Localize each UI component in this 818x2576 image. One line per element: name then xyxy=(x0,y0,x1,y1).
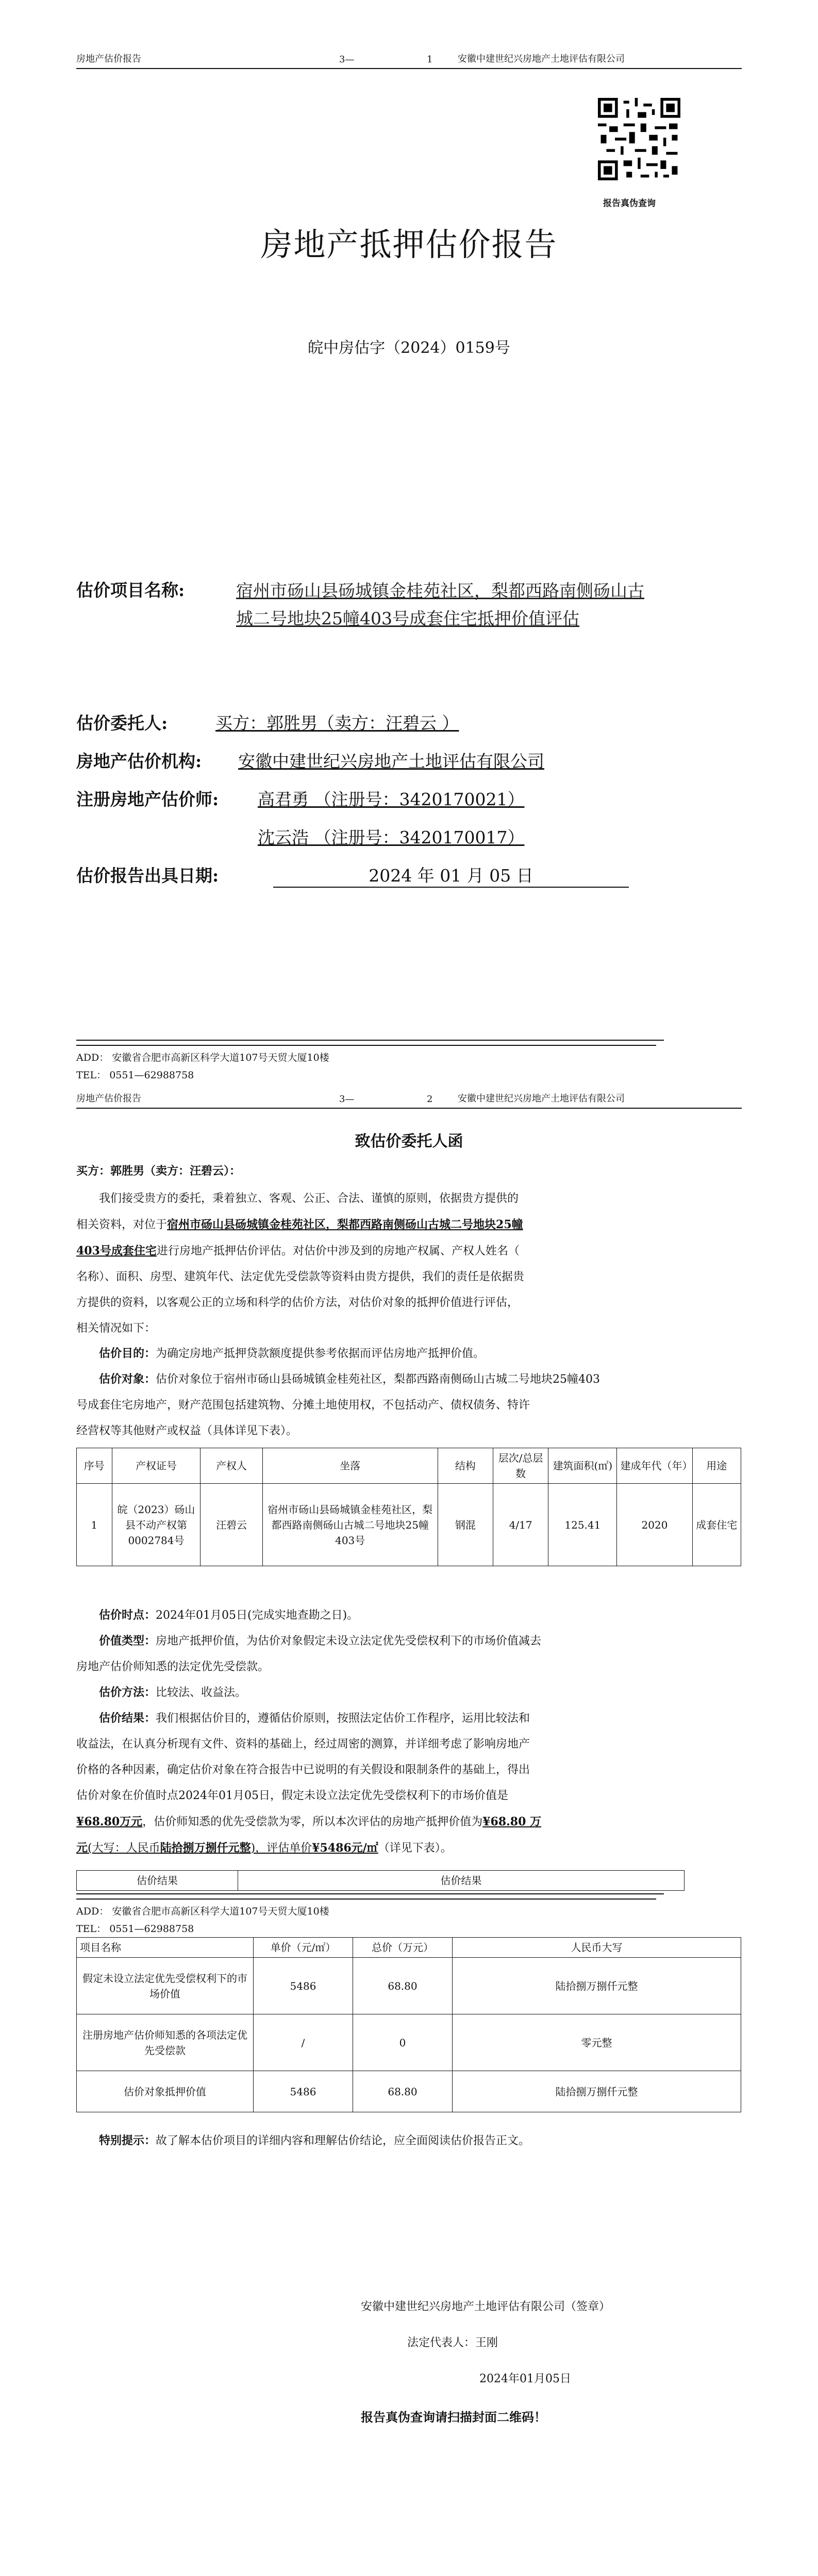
table-header: 建成年代（年） xyxy=(617,1448,692,1484)
result-table xyxy=(76,1937,741,2112)
sign-date: 2024年01月05日 xyxy=(479,2372,571,2385)
sign-company: 安徽中建世纪兴房地产土地评估有限公司（签章） xyxy=(361,2300,611,2313)
table-cell: 125.41 xyxy=(548,1484,617,1566)
table-cell: 钢混 xyxy=(438,1484,493,1566)
scan-notice: 报告真伪查询请扫描封面二维码！ xyxy=(361,2410,546,2425)
value-type-line-2: 房地产估价师知悉的法定优先受偿款。 xyxy=(76,1660,270,1673)
table-cell: 假定未设立法定优先受偿权利下的市场价值 xyxy=(77,1958,254,2014)
table-header: 序号 xyxy=(77,1448,112,1484)
result-line-6 xyxy=(76,1835,741,1861)
appraiser-2 xyxy=(258,824,524,849)
table-cell: 2020 xyxy=(617,1484,692,1566)
table-cell: 陆拾捌万捌仟元整 xyxy=(453,1958,741,2014)
table-header: 结构 xyxy=(438,1448,493,1484)
agency-value xyxy=(238,748,544,772)
report-title: 房地产抵押估价报告 xyxy=(260,226,558,263)
table-header: 产权人 xyxy=(201,1448,262,1484)
date-text: 2024年01月05日(完成实地查勘之日)。 xyxy=(156,1609,359,1622)
value-type-line-1 xyxy=(76,1628,741,1654)
result-line-3: 价格的各种因素，确定估价对象在符合报告中已说明的有关假设和限制条件的基础上，得出 xyxy=(76,1764,530,1776)
table-cell: 68.80 xyxy=(353,2071,453,2112)
letter-recipient: 买方：郭胜男（卖方：汪碧云）： xyxy=(76,1164,241,1178)
value-type-paragraph xyxy=(76,1628,741,1680)
purpose-text: 为确定房地产抵押贷款额度提供参考依据而评估房地产抵押价值。 xyxy=(156,1347,485,1360)
result-box-table xyxy=(76,1870,685,1891)
issue-date-label: 估价报告出具日期: xyxy=(76,866,219,886)
table-cell: 零元整 xyxy=(453,2014,741,2071)
unit-price: ¥5486元/㎡ xyxy=(312,1841,378,1855)
table-cell: 5486 xyxy=(254,2071,353,2112)
divider xyxy=(76,1040,664,1041)
table-cell: 皖（2023）砀山县不动产权第0002784号 xyxy=(112,1484,201,1566)
sign-representative: 法定代表人：王刚 xyxy=(407,2336,498,2349)
header-page-total: 3— xyxy=(339,1094,355,1105)
result-line-5 xyxy=(76,1809,741,1835)
header-company: 安徽中建世纪兴房地产土地评估有限公司 xyxy=(458,1093,625,1104)
table-cell: 4/17 xyxy=(493,1484,548,1566)
client-value xyxy=(215,710,459,734)
letter-title: 致估价委托人函 xyxy=(355,1132,463,1150)
note-paragraph xyxy=(76,2128,741,2154)
table-header: 用途 xyxy=(692,1448,741,1484)
appraiser-1 xyxy=(258,786,524,810)
property-table xyxy=(76,1448,741,1566)
page-footer xyxy=(76,1045,656,1084)
table-header: 人民币大写 xyxy=(453,1938,741,1958)
value-type-text: 房地产抵押价值，为估价对象假定未设立法定优先受偿权利下的市场价值减去 xyxy=(156,1635,542,1648)
table-cell: 成套住宅 xyxy=(692,1484,741,1566)
intro-line-1: 我们接受贵方的委托，秉着独立、客观、公正、合法、谨慎的原则，依据贵方提供的 xyxy=(99,1192,519,1205)
divider xyxy=(76,1893,664,1894)
table-header: 项目名称 xyxy=(77,1938,254,1958)
page-header xyxy=(76,47,742,69)
page-summary xyxy=(0,1937,818,2576)
uppercase-value: 陆拾捌万捌仟元整 xyxy=(160,1841,251,1855)
result-label: 估价结果： xyxy=(99,1711,156,1725)
intro-text: 进行房地产抵押估价评估。对估价中涉及到的房地产权属、产权人姓名（ xyxy=(156,1245,520,1258)
result-line-2: 收益法，在认真分析现有文件、资料的基础上，经过周密的测算，并详细考虑了影响房地产 xyxy=(76,1738,530,1751)
table-row xyxy=(77,2071,741,2112)
appraiser-1-text: 高君勇 （注册号：3420170021） xyxy=(258,789,525,809)
object-line-1 xyxy=(76,1366,741,1393)
purpose-paragraph xyxy=(76,1341,741,1367)
intro-line-3 xyxy=(76,1238,741,1264)
result-text: ，估价师知悉的优先受偿款为零，所以本次评估的房地产抵押价值为 xyxy=(142,1816,483,1828)
footer-tel: TEL： 0551—62988758 xyxy=(76,1923,194,1935)
intro-line-4: 名称）、面积、房型、建筑年代、法定优先受偿款等资料由贵方提供，我们的责任是依据贵 xyxy=(76,1270,525,1283)
header-page-total: 3— xyxy=(339,54,355,65)
appraiser-2-text: 沈云浩 （注册号：3420170017） xyxy=(258,827,525,848)
uppercase-prefix: (大写：人民币 xyxy=(88,1842,160,1855)
result-text: 我们根据估价目的，遵循估价原则，按照法定估价工作程序，运用比较法和 xyxy=(156,1712,530,1725)
table-header: 建筑面积(㎡) xyxy=(548,1448,617,1484)
footer-address: ADD： 安徽省合肥市高新区科学大道107号天贸大厦10楼 xyxy=(76,1052,329,1063)
project-name-label: 估价项目名称: xyxy=(76,580,185,600)
date-paragraph xyxy=(76,1602,741,1629)
object-text: 估价对象位于宿州市砀山县砀城镇金桂苑社区，梨都西路南侧砀山古城二号地块25幢403 xyxy=(156,1373,600,1386)
table-header-row xyxy=(77,1448,741,1484)
issue-date-value: 2024 年 01 月 05 日 xyxy=(273,862,629,888)
header-page-no: 1 xyxy=(427,54,433,65)
report-number: 皖中房估字（2024）0159号 xyxy=(308,339,510,357)
table-cell: 注册房地产估价师知悉的各项法定优先受偿款 xyxy=(77,2014,254,2071)
intro-line-5: 方提供的资料，以客观公正的立场和科学的估价方法，对估价对象的抵押价值进行评估， xyxy=(76,1296,519,1309)
intro-text: 相关资料，对位于 xyxy=(76,1218,168,1231)
letter-intro xyxy=(76,1186,741,1342)
project-name-value xyxy=(236,577,654,633)
table-header: 层次/总层数 xyxy=(493,1448,548,1484)
header-page-no: 2 xyxy=(427,1094,433,1105)
page-footer xyxy=(76,1899,656,1938)
qr-code-icon[interactable] xyxy=(598,98,680,180)
table-row xyxy=(77,1871,685,1891)
table-cell: 汪碧云 xyxy=(201,1484,262,1566)
method-text: 比较法、收益法。 xyxy=(156,1686,247,1699)
mortgage-unit: 元 xyxy=(76,1841,88,1855)
table-header: 单价（元/㎡） xyxy=(254,1938,353,1958)
table-row xyxy=(77,2014,741,2071)
table-cell: 估价结果 xyxy=(77,1871,238,1891)
header-company: 安徽中建世纪兴房地产土地评估有限公司 xyxy=(458,54,625,64)
qr-caption: 报告真伪查询 xyxy=(603,198,656,209)
value-type-label: 价值类型： xyxy=(99,1634,156,1648)
table-cell: 估价对象抵押价值 xyxy=(77,2071,254,2112)
client-text: 买方：郭胜男（卖方：汪碧云 ） xyxy=(215,713,459,733)
property-unit: 403号成套住宅 xyxy=(76,1244,157,1258)
method-paragraph xyxy=(76,1680,741,1706)
table-cell: 估价结果 xyxy=(238,1871,685,1891)
table-header-row xyxy=(77,1938,741,1958)
object-paragraph xyxy=(76,1366,741,1444)
object-line-2: 号成套住宅房地产，财产范围包括建筑物、分摊土地使用权，不包括动产、债权债务、特许 xyxy=(76,1399,530,1412)
table-header: 产权证号 xyxy=(112,1448,201,1484)
note-text: 故了解本估价项目的详细内容和理解估价结论，应全面阅读估价报告正文。 xyxy=(156,2134,530,2147)
object-label: 估价对象： xyxy=(99,1372,156,1386)
purpose-label: 估价目的： xyxy=(99,1347,156,1360)
table-cell: / xyxy=(254,2014,353,2071)
result-line-1 xyxy=(76,1705,741,1732)
appraiser-label: 注册房地产估价师: xyxy=(76,789,219,809)
table-header: 坐落 xyxy=(262,1448,438,1484)
market-value: ¥68.80万元 xyxy=(76,1815,143,1828)
table-cell: 0 xyxy=(353,2014,453,2071)
note-label: 特别提示： xyxy=(99,2134,156,2147)
object-line-3: 经营权等其他财产或权益（具体详见下表）。 xyxy=(76,1425,298,1437)
table-row xyxy=(77,1484,741,1566)
client-label: 估价委托人: xyxy=(76,713,168,733)
table-cell: 68.80 xyxy=(353,1958,453,2014)
method-label: 估价方法： xyxy=(99,1686,156,1699)
page-header xyxy=(76,1087,742,1109)
table-header: 总价（万元） xyxy=(353,1938,453,1958)
intro-line-6: 相关情况如下： xyxy=(76,1322,156,1335)
table-cell: 陆拾捌万捌仟元整 xyxy=(453,2071,741,2112)
table-cell: 1 xyxy=(77,1484,112,1566)
project-name-text: 宿州市砀山县砀城镇金桂苑社区，梨都西路南侧砀山古城二号地块25幢403号成套住宅抵押价值评估 xyxy=(236,581,644,629)
mortgage-value: ¥68.80 万 xyxy=(482,1815,542,1828)
result-line-4: 估价对象在价值时点2024年01月05日，假定未设立法定优先受偿权利下的市场价值是 xyxy=(76,1789,508,1802)
table-cell: 宿州市砀山县砀城镇金桂苑社区，梨都西路南侧砀山古城二号地块25幢403号 xyxy=(262,1484,438,1566)
date-label: 估价时点： xyxy=(99,1608,156,1622)
agency-text: 安徽中建世纪兴房地产土地评估有限公司 xyxy=(238,751,544,771)
table-row xyxy=(77,1958,741,2014)
intro-line-2 xyxy=(76,1212,741,1238)
unit-price-prefix: )，评估单价 xyxy=(251,1842,312,1855)
property-location: 宿州市砀山县砀城镇金桂苑社区，梨都西路南侧砀山古城二号地块25幢 xyxy=(167,1218,523,1231)
result-text: （详见下表）。 xyxy=(378,1842,452,1855)
header-title: 房地产估价报告 xyxy=(76,54,141,64)
footer-tel: TEL： 0551—62988758 xyxy=(76,1070,194,1081)
header-title: 房地产估价报告 xyxy=(76,1093,141,1104)
page-cover xyxy=(0,0,818,1061)
result-paragraph xyxy=(76,1705,741,1861)
table-cell: 5486 xyxy=(254,1958,353,2014)
agency-label: 房地产估价机构: xyxy=(76,751,202,771)
footer-address: ADD： 安徽省合肥市高新区科学大道107号天贸大厦10楼 xyxy=(76,1906,329,1917)
